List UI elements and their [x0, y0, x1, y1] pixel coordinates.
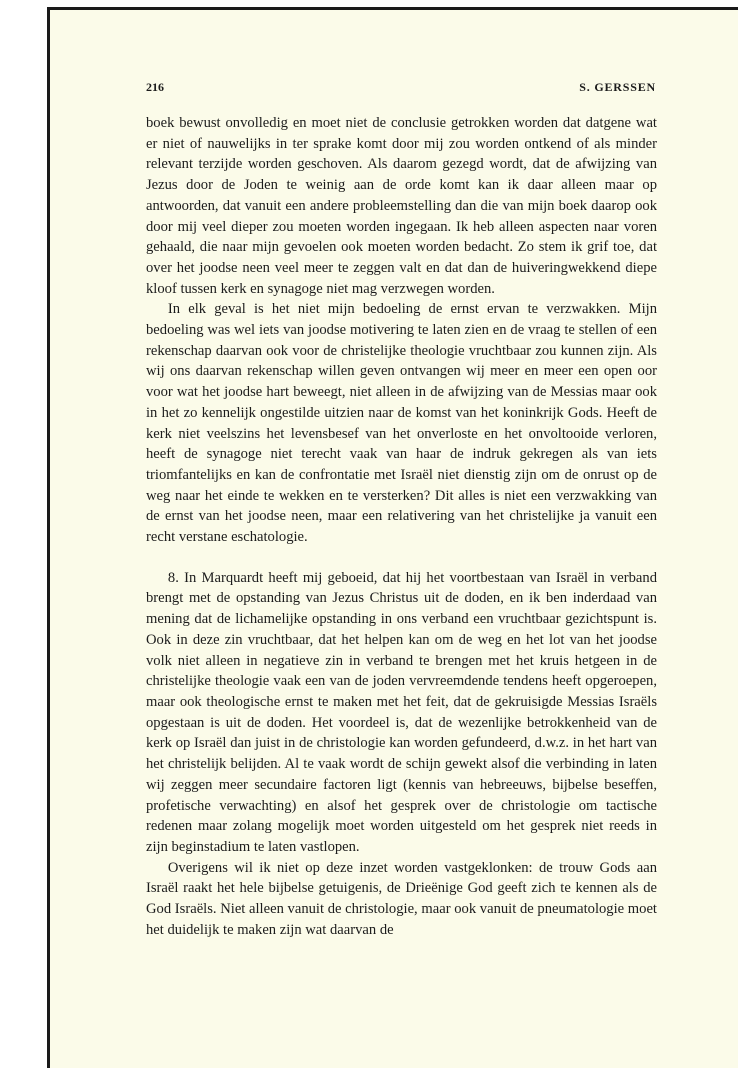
- body-text: [146, 113, 657, 940]
- paragraph: Overigens wil ik niet op deze inzet worden vastgeklonken: de trouw Gods aan Israël raakt het hele bijbelse getuigenis, de Drieënige God geeft zich te kennen als de God Israëls. Niet alleen vanuit de christologie, maar ook vanuit de pneumatologie moet het duidelijk te maken zijn wat daarvan de: [146, 859, 657, 938]
- page-header: [146, 80, 656, 98]
- paragraph: In elk geval is het niet mijn bedoeling de ernst ervan te verzwakken. Mijn bedoeling was wel iets van joodse motivering te laten zien en de vraag te stellen of een rekenschap daarvan ook voor de christelijke theologie vruchtbaar zou kunnen zijn. Als wij ons daarvan rekenschap willen geven ontvangen wij meer en meer een open oor voor wat het joodse hart beweegt, niet alleen in de afwijzing van de Messias maar ook in het zo kennelijk ongestilde uitzien naar de komst van het koninkrijk Gods. Heeft de kerk niet veelszins het levensbesef van het onverloste en het onvoltooide verloren, heeft de synagoge niet terecht vaak van haar de indruk gekregen als van iets triomfantelijks en kan de confrontatie met Israël niet dienstig zijn om de onrust op de weg naar het einde te wekken en te versterken? Dit alles is niet een verzwakking van de ernst van het joodse neen, maar een relativering van het christelijke ja vanuit een recht verstane eschatologie.: [146, 301, 657, 546]
- paragraph-continued: boek bewust onvolledig en moet niet de conclusie getrokken worden dat datgene wat er niet of nauwelijks in ter sprake komt door mij zou worden ontkend of als minder relevant terzijde worden geschoven. Als daarom gezegd wordt, dat de afwijzing van Jezus door de Joden te weinig aan de orde komt kan ik daar alleen maar op antwoorden, dat vanuit een andere probleemstelling dan die van mijn boek daarop ook door mij veel dieper zou moeten worden ingegaan. Ik heb alleen aspecten naar voren gehaald, die naar mijn gevoelen ook moeten worden bedacht. Zo stem ik grif toe, dat over het joodse neen veel meer te zeggen valt en dat dan de huiveringwekkend diepe kloof tussen kerk en synagoge niet mag verzwegen worden.: [146, 115, 657, 297]
- page-number: 216: [146, 80, 164, 94]
- section-paragraph-8: 8. In Marquardt heeft mij geboeid, dat hij het voortbestaan van Israël in verband brengt met de opstanding van Jezus Christus uit de doden, en ik ben inderdaad van mening dat de lichamelijke opstanding in ons verband een vruchtbaar gezichtspunt is. Ook in deze zin vruchtbaar, dat het helpen kan om de weg en het lot van het joodse volk niet alleen in negatieve zin in verband te brengen met het kruis hetgeen in de christelijke theologie vaak een van de joden vervreemdende tendens heeft opgeroepen, maar ook theologische ernst te maken met het feit, dat de gekruisigde Messias Israëls opgestaan is uit de doden. Het voordeel is, dat de wezenlijke betrokkenheid van de kerk op Israël dan juist in de christologie kan worden gefundeerd, d.w.z. in het hart van het christelijk belijden. Al te vaak wordt de schijn gewekt alsof die verbinding in laten wij zeggen meer secundaire factoren ligt (kennis van hebreeuws, bijbelse beseffen, profetische verwachting) en alsof het gesprek over de christologie om tactische redenen maar zolang mogelijk moet worden uitgesteld om het gesprek niet reeds in zijn beginstadium te laten vastlopen.: [146, 569, 657, 855]
- running-head: S. GERSSEN: [579, 80, 656, 94]
